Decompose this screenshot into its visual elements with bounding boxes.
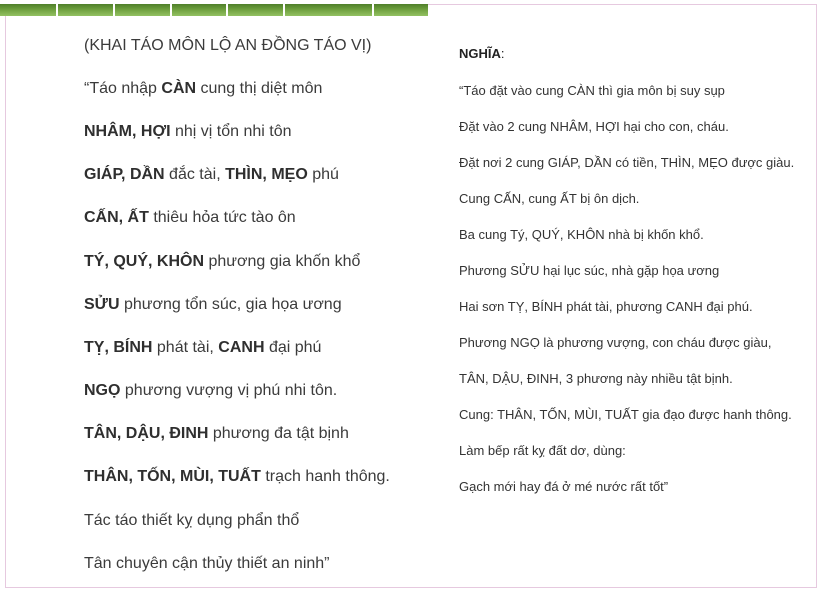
poem-line: Tác táo thiết kỵ dụng phẩn thổ bbox=[84, 512, 300, 529]
meaning-line: TÂN, DẬU, ĐINH, 3 phương này nhiều tật bịnh. bbox=[459, 371, 733, 386]
header-bar-divider bbox=[170, 4, 172, 16]
header-bar-divider bbox=[372, 4, 374, 16]
poem-line: TÂN, DẬU, ĐINH phương đa tật bịnh bbox=[84, 425, 349, 442]
meaning-line: Hai sơn TỴ, BÍNH phát tài, phương CANH đại phú. bbox=[459, 299, 753, 314]
poem-line: Tân chuyên cận thủy thiết an ninh” bbox=[84, 555, 330, 572]
poem-line: TÝ, QUÝ, KHÔN phương gia khốn khổ bbox=[84, 253, 361, 270]
header-bar-divider bbox=[226, 4, 228, 16]
meaning-line: “Táo đặt vào cung CÀN thì gia môn bị suy sụp bbox=[459, 83, 725, 98]
meaning-line: Phương SỬU hại lục súc, nhà gặp họa ương bbox=[459, 263, 720, 278]
header-bar bbox=[0, 4, 428, 16]
poem-line: THÂN, TỐN, MÙI, TUẤT trạch hanh thông. bbox=[84, 468, 390, 485]
meaning-line: Ba cung Tý, QUÝ, KHÔN nhà bị khốn khổ. bbox=[459, 227, 704, 242]
meaning-line: Cung CẤN, cung ẤT bị ôn dịch. bbox=[459, 191, 640, 206]
poem-line: TỴ, BÍNH phát tài, CANH đại phú bbox=[84, 339, 322, 356]
meaning-line: Phương NGỌ là phương vượng, con cháu được giàu, bbox=[459, 335, 772, 350]
meaning-line: Làm bếp rất kỵ đất dơ, dùng: bbox=[459, 443, 626, 458]
poem-line: NGỌ phương vượng vị phú nhi tôn. bbox=[84, 382, 338, 399]
meaning-line: Đặt vào 2 cung NHÂM, HỢI hại cho con, cháu. bbox=[459, 119, 729, 134]
poem-line: “Táo nhập CÀN cung thị diệt môn bbox=[84, 80, 323, 97]
meaning-line: Đặt nơi 2 cung GIÁP, DẦN có tiền, THÌN, MẸO được giàu. bbox=[459, 155, 795, 170]
meaning-title: NGHĨA: bbox=[459, 46, 505, 61]
poem-line: SỬU phương tổn súc, gia họa ương bbox=[84, 296, 342, 313]
poem-title: (KHAI TÁO MÔN LỘ AN ĐỒNG TÁO VỊ) bbox=[84, 37, 372, 54]
poem-line: CẤN, ẤT thiêu hỏa tức tào ôn bbox=[84, 209, 296, 226]
header-bar-divider bbox=[113, 4, 115, 16]
header-bar-divider bbox=[56, 4, 58, 16]
meaning-line: Gạch mới hay đá ở mé nước rất tốt” bbox=[459, 479, 669, 494]
poem-line: GIÁP, DẦN đắc tài, THÌN, MẸO phú bbox=[84, 166, 339, 183]
poem-line: NHÂM, HỢI nhị vị tổn nhi tôn bbox=[84, 123, 292, 140]
header-bar-divider bbox=[283, 4, 285, 16]
meaning-line: Cung: THÂN, TỐN, MÙI, TUẤT gia đạo được hanh thông. bbox=[459, 407, 792, 422]
